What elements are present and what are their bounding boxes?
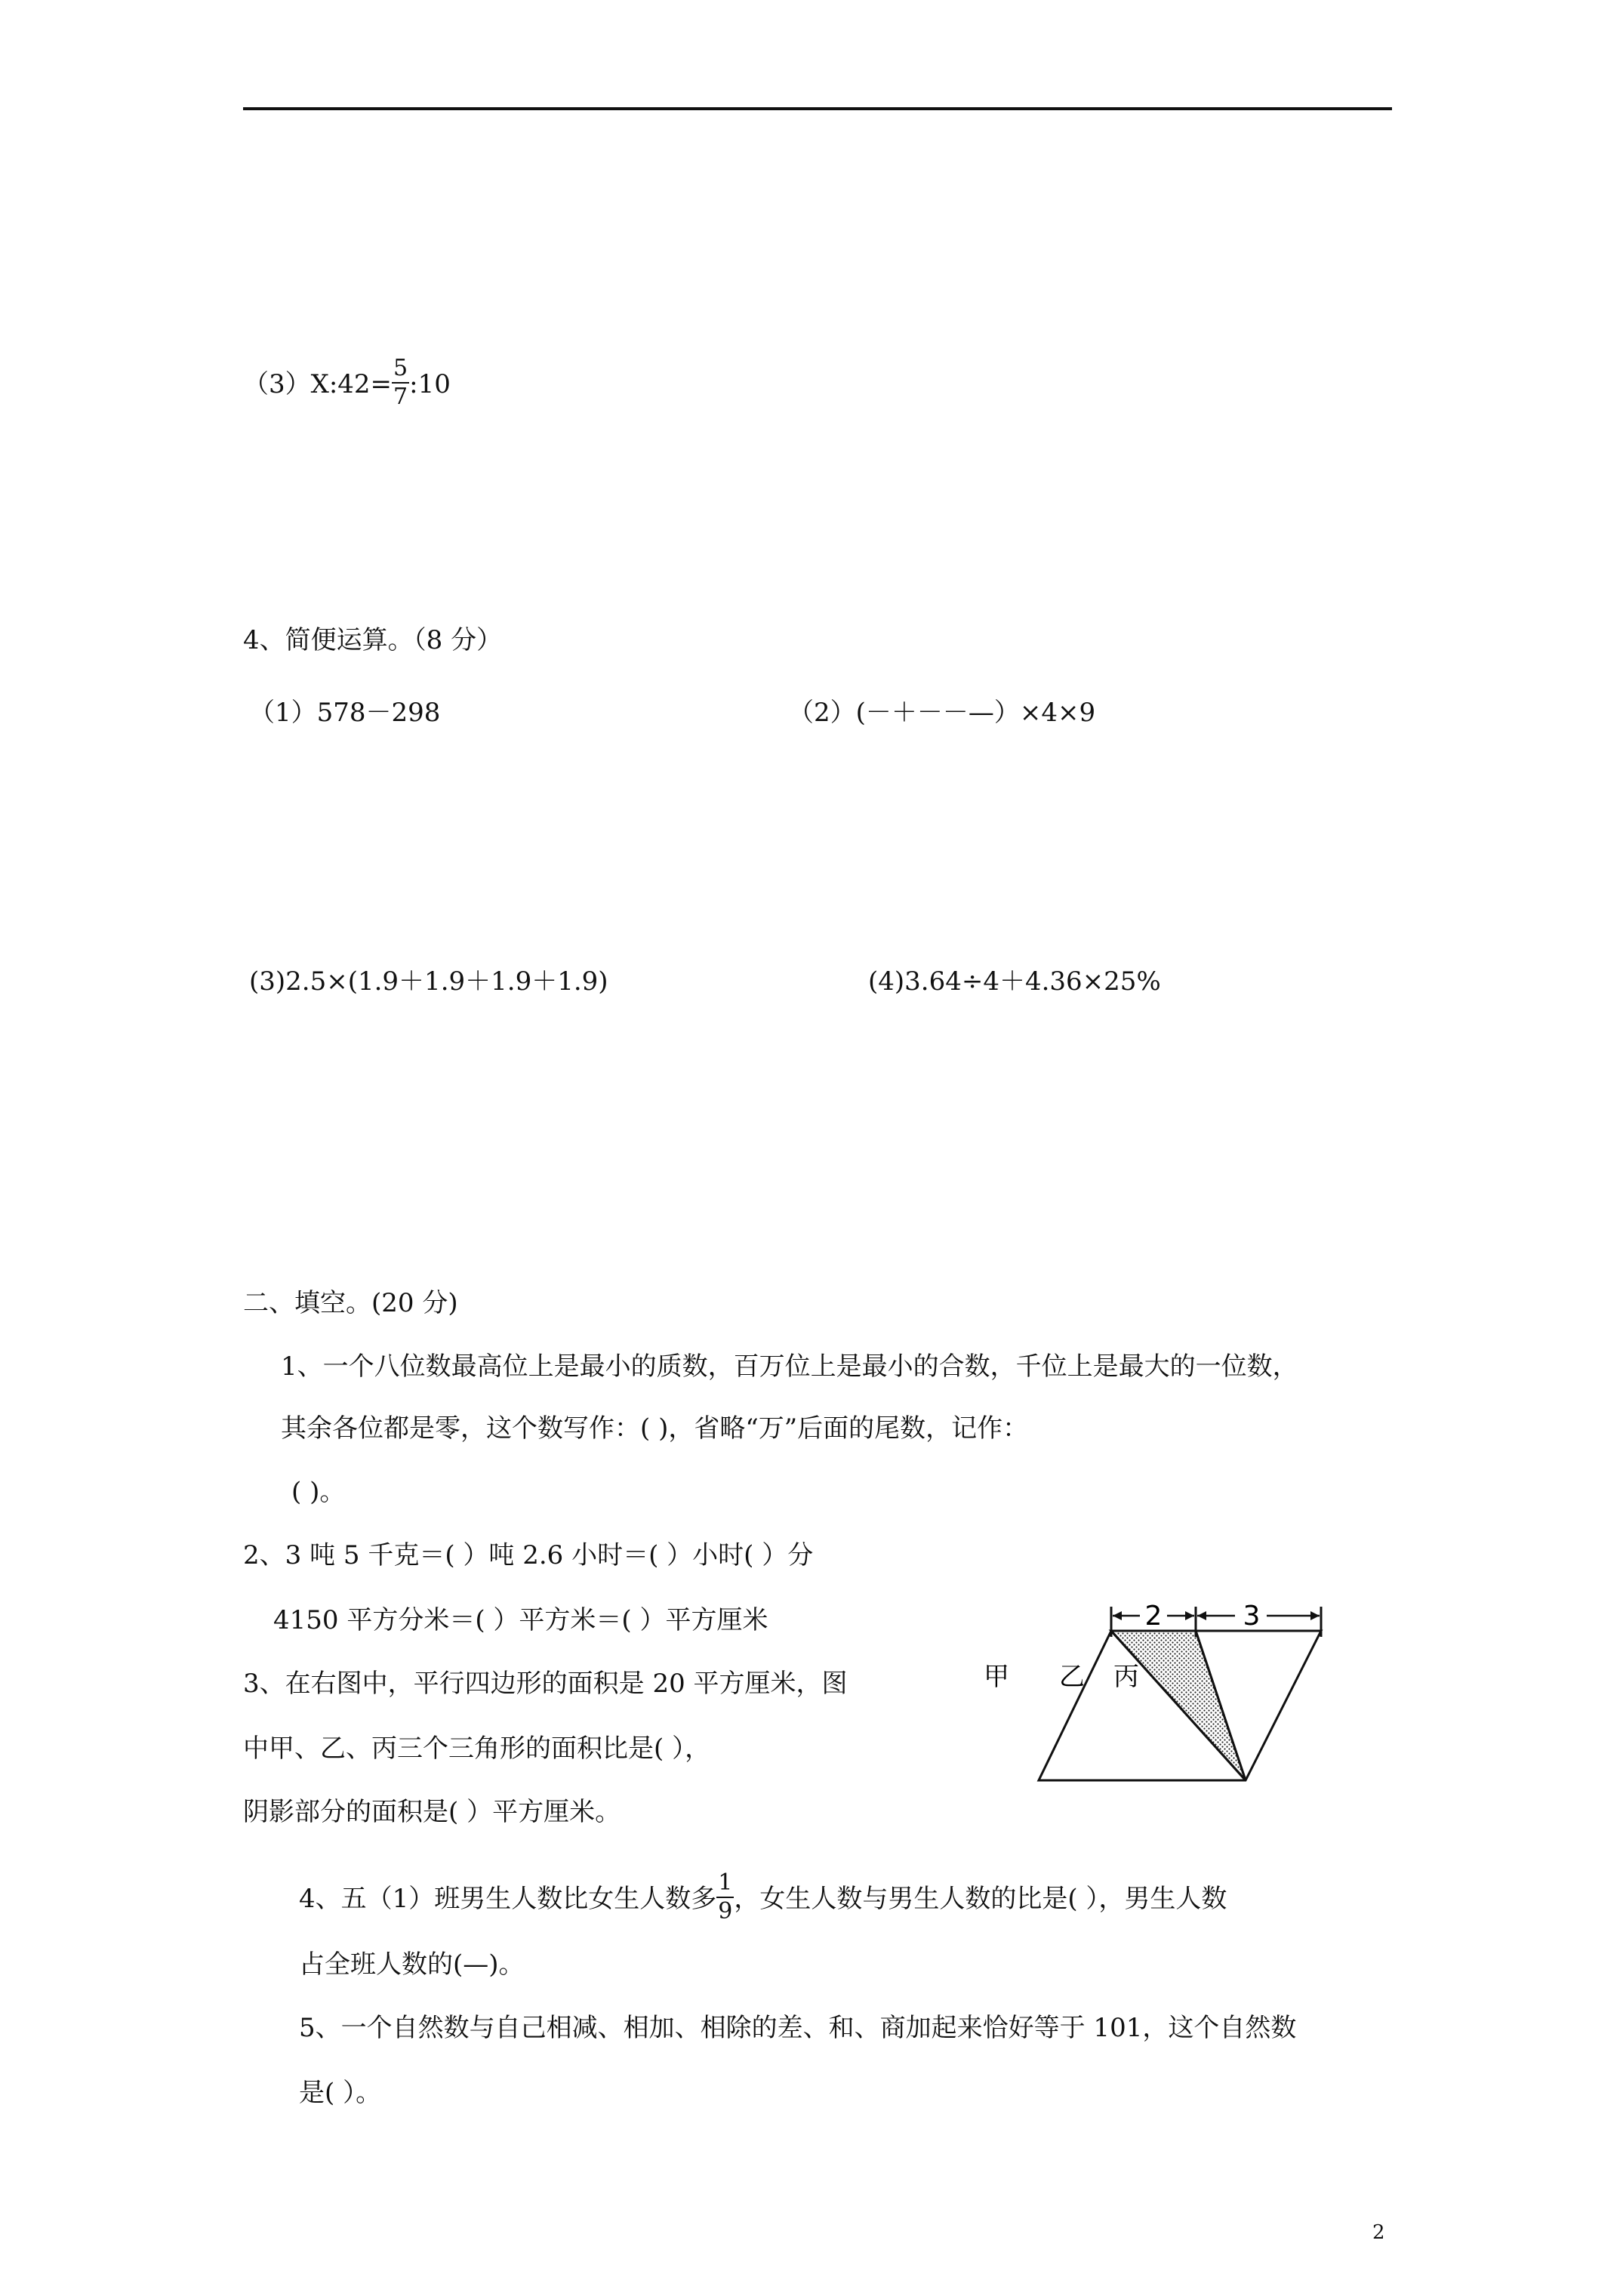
section-4-title: 4、简便运算。（8 分） — [243, 625, 503, 655]
question-4-line-2: 占全班人数的(—)。 — [299, 1949, 525, 1980]
question-4-prefix: 4、五（1）班男生人数比女生人数多 — [299, 1884, 717, 1914]
fraction-numerator: 1 — [716, 1869, 734, 1898]
dimension-label-3: 3 — [1243, 1601, 1261, 1632]
fraction-5-7 — [392, 355, 409, 411]
fraction-numerator: 5 — [392, 355, 409, 384]
section-4-problem-1: （1）578－298 — [249, 698, 441, 728]
fraction-denominator: 7 — [393, 384, 408, 410]
section-4-problem-3: (3)2.5×(1.9＋1.9＋1.9＋1.9) — [249, 966, 608, 997]
triangle-label-yi: 乙 — [1059, 1662, 1085, 1692]
equation-3-prefix: （3）X:42= — [243, 369, 393, 399]
arrow-head — [1185, 1611, 1194, 1620]
fraction-denominator: 9 — [718, 1898, 733, 1925]
question-3-line-1: 3、在右图中，平行四边形的面积是 20 平方厘米，图 — [243, 1669, 848, 1699]
arrow-head — [1310, 1611, 1320, 1620]
header-rule — [243, 107, 1392, 110]
equation-3 — [243, 355, 451, 414]
question-2-line-2: 4150 平方分米＝( ）平方米＝( ）平方厘米 — [273, 1605, 768, 1635]
question-3-line-2: 中甲、乙、丙三个三角形的面积比是( ）， — [243, 1734, 711, 1764]
fraction-1-9 — [716, 1869, 734, 1925]
question-4-line-1 — [299, 1869, 1227, 1928]
question-4-suffix: ，女生人数与男生人数的比是( ），男生人数 — [734, 1884, 1227, 1914]
question-1-line-2: 其余各位都是零，这个数写作：( )，省略“万”后面的尾数，记作： — [281, 1413, 1029, 1444]
parallelogram-figure — [984, 1601, 1344, 1789]
question-2-line-1: 2、3 吨 5 千克＝( ）吨 2.6 小时＝( ）小时( ）分 — [243, 1540, 814, 1570]
section-4-problem-2: （2）(－＋－－—）×4×9 — [788, 698, 1096, 728]
arrow-head — [1197, 1611, 1206, 1620]
question-1-line-3: ( )。 — [291, 1477, 346, 1507]
arrow-head — [1113, 1611, 1122, 1620]
section-4-problem-4: (4)3.64÷4＋4.36×25% — [868, 966, 1161, 997]
equation-3-suffix: :10 — [409, 369, 451, 399]
question-1-line-1: 1、一个八位数最高位上是最小的质数，百万位上是最小的合数，千位上是最大的一位数， — [281, 1351, 1298, 1382]
section-2-title: 二、填空。(20 分) — [243, 1288, 458, 1318]
triangle-label-jia: 甲 — [984, 1662, 1009, 1692]
page-number: 2 — [1372, 2221, 1385, 2244]
triangle-label-bing: 丙 — [1113, 1662, 1139, 1692]
question-5-line-1: 5、一个自然数与自己相减、相加、相除的差、和、商加起来恰好等于 101，这个自然数 — [299, 2013, 1297, 2043]
dimension-label-2: 2 — [1144, 1601, 1163, 1632]
question-5-line-2: 是( ）。 — [299, 2078, 382, 2108]
question-3-line-3: 阴影部分的面积是( ）平方厘米。 — [243, 1797, 621, 1827]
